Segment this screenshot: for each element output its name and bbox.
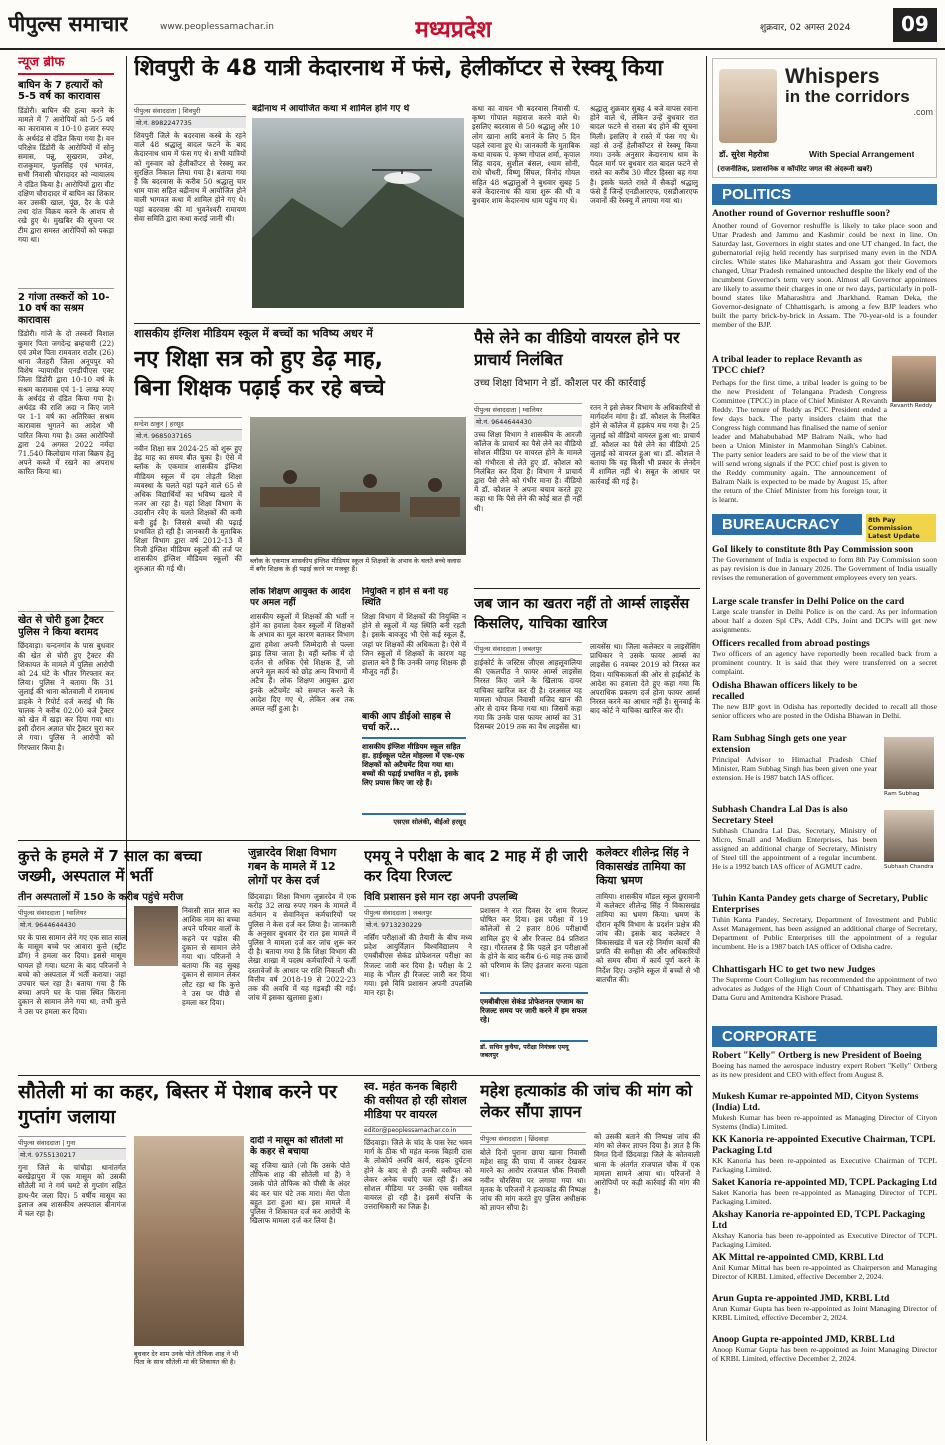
collector-body: तामिया। शासकीय मॉडल स्कूल छुरावानी में कलेक्टर शीलेन्द्र सिंह ने विकासखंड तामिया का भ्रमण किया। भ्रमण के दौरान कृषि विभाग के प्रदर्शन प्रक्षेत्र की जांच की। इसके बाद कलेक्टर ने विकासखंड में चल रहे निर्माण कार्यों की प्रगति की समीक्षा की और अधिकारियों को समय सीमा में कार्य पूर्ण करने के निर्देश दिए। उन्होंने स्कूल में बच्चों से भी बातचीत की। bbox=[596, 892, 700, 984]
whispers-logo bbox=[785, 65, 933, 143]
mahesh-body-1: बोले दिनों पुराना छापा खाना निवासी महेश साहू की पाया में जाकर देखकर मारने का आरोप राजपाल चौक निवासी नवीन चौरसिया पर लगाया गया था। मृतक के परिजनों ने हत्याकांड की निष्पक्ष जांच की मांग करते हुए पुलिस अधीक्षक को ज्ञापन सौंपा है। bbox=[480, 1148, 586, 1213]
mahesh-story bbox=[480, 1080, 700, 1440]
bureau-3-title: Officers recalled from abroad postings bbox=[712, 638, 870, 649]
date: शुक्रवार, 02 अगस्त 2024 bbox=[760, 23, 851, 33]
bureau-8-title: Chhattisgarh HC to get two new Judges bbox=[712, 964, 876, 975]
site-url: www.peoplessamachar.in bbox=[160, 22, 274, 32]
corp-5-title: Akshay Kanoria re-appointed ED, TCPL Packaging Ltd bbox=[712, 1209, 925, 1231]
whispers-header bbox=[712, 58, 937, 178]
pay-commission-badge: 8th Pay Commission Latest Update bbox=[866, 514, 936, 542]
kanak-byline: editor@peoplessamachar.co.in bbox=[364, 1126, 472, 1135]
bureau-1-title: GoI likely to constitute 8th Pay Commission soon bbox=[712, 544, 914, 555]
corp-8-title: Anoop Gupta re-appointed JMD, KRBL Ltd bbox=[712, 1334, 895, 1345]
helicopter-photo bbox=[252, 118, 464, 308]
principal-story bbox=[474, 327, 700, 585]
school-kicker: शासकीय इंग्लिश मीडियम स्कूल में बच्चों का भविष्य अधर में bbox=[134, 327, 373, 340]
lower-rule bbox=[18, 1075, 700, 1076]
bureau-1-body: The Government of India is expected to form 8th Pay Commission soon as pay revision is due in January 2026. The Government of India usually revises the remuneration of government employees every ten years. bbox=[712, 555, 937, 582]
bureau-7-title: Tuhin Kanta Pandey gets charge of Secretary, Public Enterprises bbox=[712, 893, 928, 915]
corp-4-body: Saket Kanoria has been re-appointed as Managing Director of TCPL Packaging Limited. bbox=[712, 1188, 937, 1206]
kedarnath-body-3: श्रद्धालु शुक्रवार सुबह 4 बजे वापस रवाना होने वाले थे, लेकिन उन्हें बुधवार रात बादल फटने से रास्ता बंद होने की सूचना मिली। इसलिए वे रास्ते में फंस गए थे। वहां से उन्हें हेलीकॉप्टर से रेस्क्यू किया गया। उनके अनुसार केदारनाथ धाम के पैदल मार्ग पर बुधवार रात बादल फटने से रास्ते का करीब 30 मीटर हिस्सा बह गया है। इसके चलते रास्ते में सैकड़ों श्रद्धालु फंसे हैं जिन्हें एनडीआरएफ, एसडीआरएफ जवानों की रेस्क्यू में लगाया गया था। bbox=[590, 104, 698, 206]
stepmother-subhead: दादी ने मासूम को सौतेली मां के कहर से बचाया bbox=[250, 1136, 343, 1157]
ram-subhag-photo bbox=[884, 737, 934, 789]
kedarnath-photo-caption: बद्रीनाथ में आयोजित कथा में शामिल होने गए थे bbox=[252, 104, 410, 114]
right-divider bbox=[706, 56, 707, 1441]
arms-story bbox=[474, 594, 700, 836]
kanak-story bbox=[364, 1080, 472, 1440]
dog-headline: कुत्ते के हमले में 7 साल का बच्चा जख्मी, अस्पताल में भर्ती bbox=[18, 847, 202, 885]
whispers-arrangement: With Special Arrangement bbox=[809, 149, 915, 159]
arms-byline: पीपुल्स संवाददाता | जबलपुर bbox=[474, 642, 582, 655]
bureau-7-body: Tuhin Kanta Pandey, Secretary, Department of Investment and Public Asset Management, has been assigned an additional charge of Secretary, Department of Public Enterprises till the appointment of a regular incumbent. He is a 1987 batch IAS officer of Odisha cadre. bbox=[712, 915, 937, 951]
kedarnath-body-1: शिवपुरी जिले के बदरवास कस्बे के रहने वाले 48 श्रद्धालु बादल फटने के बाद केदारनाथ धाम में फंस गए थे। सभी यात्रियों को गुरुवार को हेलीकॉप्टर से रेस्क्यू कर सुरक्षित निकाल लिया गया है। बताया गया है कि बदरवास के करीब 50 श्रद्धालु चार धाम यात्रा सहित बद्रीनाथ में आयोजित होने वाली भागवत कथा में शामिल होने गए थे। यहां बदरवास की मां भुवनेश्वरी रामायण सेवा समिति द्वारा कथा कराई जानी थी। bbox=[134, 131, 246, 223]
dog-body-1: घर के पास सामान लेने गए एक सात साल के मासूम बच्चे पर आवारा कुत्ते (स्ट्रीट डॉग) ने हमला कर दिया। इससे मासूम घायल हो गया। घटना के बाद परिजनों ने बच्चे को अस्पताल में भर्ती कराया। जहां उपचार चल रहा है। बताया गया है कि बच्चा अपने घर के पास स्थित किराना दुकान से सामान लेने गया था, तभी कुत्ते ने उस पर हमला कर दिया। bbox=[18, 933, 126, 1016]
bureau-4-title: Odisha Bhawan officers likely to be recalled bbox=[712, 680, 858, 702]
stepmother-col1 bbox=[18, 1136, 126, 1436]
principal-rule bbox=[474, 588, 700, 589]
stepmother-photo-caption: बुधवार देर शाम उनके पोते तौफिक शाह ने भी पिता के साथ सौतेली मां की शिकायत की है। bbox=[134, 1350, 239, 1366]
junnardev-headline: जुन्नारदेव शिक्षा विभाग गबन के मामले में 12 लोगों पर केस दर्ज bbox=[248, 846, 337, 887]
dog-story bbox=[18, 846, 240, 1072]
ram-subhag-label: Ram Subhag bbox=[884, 791, 920, 797]
school-subhead-3: नियुक्ति न होने से बनी यह स्थिति bbox=[362, 587, 449, 608]
school-col1 bbox=[134, 417, 242, 832]
bureau-5-body: Principal Advisor to Himachal Pradesh Chief Minister, Ram Subhag Singh has been given one year extension. He is 1987 batch IAS officer. bbox=[712, 755, 877, 782]
brief-divider bbox=[126, 56, 127, 941]
principal-mobile: मो.नं. 9644644430 bbox=[474, 416, 582, 427]
dog-col1 bbox=[18, 906, 126, 1070]
kedarnath-headline: शिवपुरी के 48 यात्री केदारनाथ में फंसे, हेलीकॉप्टर से रेस्क्यू किया bbox=[134, 56, 663, 81]
corporate-bar: CORPORATE bbox=[712, 1026, 937, 1047]
stepmother-body-1: गुना जिले के चांचौड़ा थानांतर्गत बरखेड़ापुरा में एक मासूम को उसकी सौतेली मां ने गर्म चमटे से गुप्तांग सहित हाथ-पैर जला दिए। 5 वर्षीय मासूम का इलाज अब शासकीय अस्पताल बीनागंज में चल रहा है। bbox=[18, 1163, 126, 1219]
corp-6-title: AK Mittal re-appointed CMD, KRBL Ltd bbox=[712, 1252, 884, 1263]
arms-body-2: लायसेंस था। जिला कलेक्टर व लाइसेंसिंग प्राधिकार ने उसके फायर आर्म्स का लाइसेंस 6 नवम्बर 2019 को निरस्त कर दिया। याचिकाकर्ता की ओर से हाईकोर्ट के आदेश का हवाला देते हुए कहा गया कि अपराधिक प्रकरण दर्ज होना फायर आर्म्स निरस्त करने का आधार नहीं है। सुनवाई के बाद कोर्ट ने याचिका खारिज कर दी। bbox=[590, 642, 700, 716]
result-quote-by: डॉ. सचिन कुचैया, परीक्षा नियंत्रक एमयू जबलपुर bbox=[480, 1044, 569, 1059]
brief-label: न्यूज ब्रीफ bbox=[18, 56, 114, 75]
school-story bbox=[134, 327, 466, 835]
kanak-headline: स्व. महंत कनक बिहारी की वसीयत हो रही सोशल मीडिया पर वायरल bbox=[364, 1080, 467, 1121]
school-subhead-2: लोक शिक्षण आयुक्त के आदेश पर अमल नहीं bbox=[250, 587, 351, 608]
kanak-body: छिंदवाड़ा। जिले के चांद के पास रेस्ट भवन मार्ग के ठीक भी महंत कनक बिहारी दास के लोकोर्प अवधि कार्य, सड़क दुर्घटना होने के बाद से ही उनकी वसीयत को लेकर अनेक चर्चाएं चल रही हैं। अब सोशल मीडिया पर उनकी एक वसीयत वायरल हो रही है। इसमें संपत्ति के उत्तराधिकारी का जिक्र है। bbox=[364, 1138, 472, 1212]
school-quote-by: एसएस सोलंकी, बीईओ हरसूद bbox=[393, 818, 466, 826]
dog-victim-photo bbox=[134, 906, 178, 966]
classroom-photo bbox=[250, 417, 466, 555]
junnardev-body: छिंदवाड़ा। शिक्षा विभाग जुन्नारदेव में एक करोड़ 32 लाख रुपए गबन के मामले में वर्तमान व सेवानिवृत्त कर्मचारियों पर पुलिस ने केस दर्ज कर लिया है। जानकारी के अनुसार बुधवार देर रात इस मामले में पुलिस ने मामला दर्ज कर जांच शुरू कर दी है। बताया गया है कि शिक्षा विभाग की लेखा शाखा में पदस्थ कर्मचारियों ने फर्जी दस्तावेजों के आधार पर राशि निकाली थी। वित्तीय वर्ष 2018-19 से 2022-23 तक की अवधि में यह गड़बड़ी की गई। जांच में इसका खुलासा हुआ। bbox=[248, 892, 356, 1003]
logo: पीपुल्स समाचार bbox=[8, 12, 129, 36]
school-headline-2: बिना शिक्षक पढ़ाई कर रहे बच्चे bbox=[134, 376, 385, 402]
school-quote: शासकीय इंग्लिश मीडियम स्कूल सहित हा. हाईस्कूल पटेल मोहल्ला में एक-एक शिक्षकों को अटैचमेंट दिया गया था। बच्चों की पढ़ाई प्रभावित न हो, इसके लिए प्रयास किए जा रहे हैं। bbox=[362, 737, 466, 815]
page-number-box bbox=[893, 8, 937, 42]
whispers-logo-line2: in the corridors bbox=[785, 87, 910, 106]
bureau-2-title: Large scale transfer in Delhi Police on the card bbox=[712, 596, 905, 607]
collector-story bbox=[596, 846, 700, 1072]
mahesh-headline: महेश हत्याकांड की जांच की मांग को लेकर सौंपा ज्ञापन bbox=[480, 1081, 693, 1121]
corp-7-body: Arun Kumar Gupta has been re-appointed as Joint Managing Director of KRBL Limited, effective December 2, 2024. bbox=[712, 1304, 937, 1322]
news-brief bbox=[18, 56, 114, 936]
corp-3-title: KK Kanoria re-appointed Executive Chairman, TCPL Packaging Ltd bbox=[712, 1134, 935, 1156]
school-col3 bbox=[362, 587, 466, 832]
result-story bbox=[364, 846, 588, 1072]
subhash-photo bbox=[884, 810, 934, 862]
brief-1-body: डिंडोरी। बाघिन की हत्या करने के मामले में 7 आरोपियों को 5-5 वर्ष का कारावास व 10-10 हजार रुपए के अर्थदंड से दंडित किया गया है। वन परिक्षेत्र डिंडोरी के आरोपियों में सोनू समास, पन्नू, सुखराम, उमेश, राजकुमार, फुलसिंह एवं भगवंत, सभी निवासी चौरादादर को न्यायालय ने दंडित किया है। आरोपियों द्वारा वीट दक्षिण चौरादादर में बाघिन का शिकार कर उसकी खाल, पूंछ, दैर के पंजे तथा दांत विक्रय करने के आशय से रखे हुए थे। मुखबिर की सूचना पर टीम द्वारा समस्त आरोपियों को पकड़ा गया था। bbox=[18, 105, 114, 244]
school-headline-1: नए शिक्षा सत्र को हुए डेढ़ माह, bbox=[134, 347, 383, 372]
result-col1 bbox=[364, 906, 472, 1070]
kedarnath-body-2: कथा का वाचन भी बदरवास निवासी पं. कृष्ण गोपाल महाराज करने वाले थे। इसलिए बदरवास से 50 श्रद्धालु और 10 लोग खाना आदि बनाने के लिए 5 दिन पहले रवाना हुए थे। जानकारी के मुताबिक कथा वाचक पं. कृष्ण गोपाल शर्मा, कृपाल सिंह यादव, सुशील बंसल, श्याम सोनी, राधे चौधरी, विष्णु सिंघल, विनोद गोयल सहित 48 श्रद्धालुओं ने बुधवार सुबह 5 बजे केदारनाथ की यात्रा शुरू की थी व बुधवार शाम केदारनाथ धाम पहुंच गए थे। bbox=[472, 104, 580, 206]
kedarnath-rule bbox=[134, 323, 700, 324]
brief-3-title: खेत से चोरी हुआ ट्रैक्टर पुलिस ने किया बरामद bbox=[18, 611, 114, 638]
whispers-tagline: (राजनीतिक, प्रशासनिक व कॉर्पोरेट जगत की अंदरूनी खबरें) bbox=[717, 165, 873, 173]
bureaucracy-items bbox=[712, 544, 937, 1044]
corp-1-body: Boeing has named the aerospace industry expert Robert "Kelly" Ortberg as its new president and CEO with effect from August 8. bbox=[712, 1061, 937, 1079]
junnardev-story bbox=[248, 846, 356, 1072]
kedarnath-photo-block bbox=[252, 104, 464, 316]
corp-8-body: Anoop Kumar Gupta has been re-appointed as Joint Managing Director of KRBL Limited, effective December 2, 2024. bbox=[712, 1345, 937, 1363]
corp-6-body: Anil Kumar Mittal has been re-appointed as Chairperson and Managing Director of KRBL Limited, effective December 2, 2024. bbox=[712, 1263, 937, 1281]
revanth-photo bbox=[892, 356, 936, 402]
politics-2-body: Perhaps for the first time, a tribal leader is going to be the new President of Telangana Pradesh Congress Committee (TPCC) in place of Chief Minister A Revanth Reddy. The tenure of Reddy as PCC President ended a few days back. The party insiders claim that the Congress high command has finalised the name of senior leader and Mahabubabad MP Balram Naik, who had been a Union Minister in Manmohan Singh's Cabinet. The party senior leaders are said to be of the view that it will send wrong signals if the PCC chief post is given to the Reddy community again. The announcement of Balram Naik is expected to be made by August 15, after the return of the Chief Minister from his foreign tour, it is learnt. bbox=[712, 378, 887, 504]
section-title: मध्यप्रदेश bbox=[415, 17, 492, 43]
stepmother-col2 bbox=[250, 1136, 350, 1436]
result-subhead: विवि प्रशासन इसे मान रहा अपनी उपलब्धि bbox=[364, 892, 518, 903]
corp-4-title: Saket Kanoria re-appointed MD, TCPL Packaging Ltd bbox=[712, 1177, 937, 1188]
school-body-2: शासकीय स्कूलों में शिक्षकों की भर्ती न होने का हवाला देकर स्कूलों में शिक्षकों के अभाव का मूल कारण बताकर विभाग द्वारा हमेशा अपनी जिम्मेदारी से पल्ला झाड़ लिया जाता है। वहीं ब्लॉक में दो दर्जन से अधिक ऐसे शिक्षक हैं, जो अपने मूल कार्य को छोड़ अन्य विभागों में अटैच हैं। लोक शिक्षण आयुक्त द्वारा इनके अटैचमेंट को समाप्त करने के आदेश दिए गए थे, लेकिन अब तक अमल नहीं हुआ है। bbox=[250, 612, 354, 714]
brief-2-title: 2 गांजा तस्करों को 10-10 वर्ष का सश्रम कारावास bbox=[18, 288, 114, 327]
subhash-label: Subhash Chandra bbox=[884, 864, 934, 870]
author-photo bbox=[719, 69, 777, 143]
bureau-3-body: Two officers of an agency have reportedly been recalled back from a prominent country. It is said that they were transferred on a secret complaint. bbox=[712, 649, 937, 676]
arms-col1 bbox=[474, 642, 582, 834]
principal-body-2: रतन ने इसे लेकर विभाग के अधिकारियों से मार्गदर्शन मांगा है। डॉ. कौशल के निलंबित होने से कॉलेज में हड़कंप मच गया है। 25 जुलाई को वीडियो वायरल हुआ था: प्राचार्य डॉ. कौशल का पैसे लेने का वीडियो 25 जुलाई को वायरल हुआ था। डॉ. कौशल ने बताया कि वह किसी भी प्रकार के लेनदेन में शामिल नहीं थे। सबूत के आधार पर कार्रवाई की गई है। bbox=[590, 403, 700, 486]
principal-body-1: उच्च शिक्षा विभाग ने शासकीय के आरजी कॉलेज के प्राचार्य का पैसे लेने का वीडियो सोशल मीडिया पर वायरल होने के मामले को गंभीरता से लेते हुए डॉ. कौशल को निलंबित कर दिया है। विभाग ने प्राचार्य द्वारा पैसे लेने को गंभीर माना है। वीडियो में डॉ. कौशल ने अपना बचाव करते हुए कहा था कि पैसे लेने की कोई बात ही नहीं थी। bbox=[474, 430, 582, 513]
corporate-items bbox=[712, 1050, 937, 1440]
classroom-icon bbox=[250, 417, 466, 555]
arms-body-1: हाईकोर्ट के जस्टिस जीएस आहलूवालिया की एकलपीठ ने फायर आर्म्स लाइसेंस निरस्त किए जाने के खिलाफ दायर याचिका खारिज कर दी है। दरअसल यह मामला भोपाल निवासी मजिद खान की ओर से दायर किया गया था। जिसमें कहा गया कि उनके पास फायर आर्म्स का 31 दिसम्बर 2019 तक का वैध लाइसेंस था। bbox=[474, 658, 582, 732]
mahesh-col1 bbox=[480, 1132, 586, 1436]
corp-3-body: KK Kanoria has been re-appointed as Executive Chairman of TCPL Packaging Limited. bbox=[712, 1156, 937, 1174]
corp-5-body: Akshay Kanoria has been re-appointed as Executive Director of TCPL Packaging Limited. bbox=[712, 1231, 937, 1249]
school-byline: सन्देश ठाकुर | हरसूद bbox=[134, 417, 242, 430]
kedarnath-byline: पीपुल्स संवाददाता | शिवपुरी bbox=[134, 104, 246, 117]
arms-headline: जब जान का खतरा नहीं तो आर्म्स लाइसेंस किसलिए, याचिका खारिज bbox=[474, 596, 690, 632]
dog-mobile: मो.नं. 9644644430 bbox=[18, 919, 126, 930]
school-photo-caption: ब्लॉक के एकमात्र शासकीय इंग्लिश मीडियम स्कूल में शिक्षकों के अभाव के चलते बच्चे क्लास में बगैर शिक्षक के ही पढ़ाई करने पर मजबूर हैं। bbox=[250, 557, 461, 573]
result-headline: एमयू ने परीक्षा के बाद 2 माह में ही जारी कर दिया रिजल्ट bbox=[364, 847, 588, 885]
collector-headline: कलेक्टर शीलेन्द्र सिंह ने विकासखंड तामिया का किया भ्रमण bbox=[596, 846, 689, 887]
principal-byline: पीपुल्स संवाददाता | ग्वालियर bbox=[474, 403, 582, 416]
kedarnath-mobile: मो.नं. 8982247735 bbox=[134, 117, 246, 128]
politics-bar: POLITICS bbox=[712, 184, 937, 205]
school-body-3: शिक्षा विभाग में शिक्षकों की नियुक्ति न होने से स्कूलों में यह स्थिति बनी रहती है। इसके बावजूद भी ऐसे कई स्कूल हैं, जहां पर शिक्षकों की अधिकता है। ऐसे में जिन स्कूलों में शिक्षकों के कारण यह हालात बने हैं कि उनकी जगह शिक्षक ही मौजूद नहीं हैं। bbox=[362, 612, 466, 677]
dog-body-2: निवासी सात साल का आशिक नाम का बच्चा अपने परिवार वालों के कहने पर पड़ोस की दुकान से सामान लेने गया था। परिजनों ने बताया कि वह सुबह दुकान से सामान लेकर लौट रहा था कि कुत्ते ने उस पर पीछे से हमला कर दिया। bbox=[182, 906, 240, 1008]
result-col2 bbox=[480, 906, 588, 1070]
corp-2-title: Mukesh Kumar re-appointed MD, Cityon Systems (India) Ltd. bbox=[712, 1091, 919, 1113]
revanth-photo-label: Revanth Reddy bbox=[890, 403, 933, 409]
corp-2-body: Mukesh Kumar has been re-appointed as Managing Director of Cityon Systems (India) Limited. bbox=[712, 1113, 937, 1131]
bureau-8-body: The Supreme Court Collegium has recommended the appointment of two advocates as Judges of the High Court of Chhattisgarh. They are: Bibhu Datta Guru and Amitendra Kishore Prasad. bbox=[712, 975, 937, 1002]
helicopter-icon bbox=[252, 118, 464, 308]
school-body-1: नवीन शिक्षा सत्र 2024-25 को शुरू हुए डेढ़ माह का समय बीत चुका है। ऐसे में ब्लॉक के एकमात्र शासकीय इंग्लिश मीडियम स्कूल में दम तोड़ती शिक्षा व्यवस्था के चलते यहां पढ़ने वाले 65 से अधिक विद्यार्थियों का भविष्य खतरे में नजर आ रहा है। यहां शिक्षा विभाग के उदासीन रवैए के चलते शिक्षकों की कमी बनी हुई है। जिससे बच्चों की पढ़ाई प्रभावित हो रही है। जानकारी के मुताबिक शिक्षा विभाग द्वारा वर्ष 2012-13 में निजी इंग्लिश मीडियम स्कूलों की तर्ज पर शासकीय इंग्लिश मीडियम स्कूलों की शुरुआत की गई थी। bbox=[134, 444, 242, 573]
whispers-column bbox=[712, 58, 937, 1442]
school-subhead-4: बाकी आप डीईओ साहब से चर्चा करें... bbox=[362, 712, 451, 733]
stepmother-body-2: बहू रजिया खाते (जो कि उसके पोते तौफिक शाह की सौतेली मां है) ने उसके पोते तौफिक को पीसी के अंदर बंद कर चार घंटे तक मारा। मेरा पोता बहुत डरा हुआ था। इस मामले में पुलिस ने शिकायत दर्ज कर आरोपी के खिलाफ मामला दर्ज कर लिया है। bbox=[250, 1161, 350, 1226]
dog-byline: पीपुल्स संवाददाता | ग्वालियर bbox=[18, 906, 126, 919]
result-body-2: प्रशासन ने रात दिवस देर शाम रिजल्ट घोषित कर दिया। इस परीक्षा में 19 कॉलेजों से 2 हजार 806 परीक्षार्थी शामिल हुए थे और रिजल्ट 84 प्रतिशत रहा। गौरतलब है कि पहले इन परीक्षाओं के होने के बाद करीब 6-6 माह तक छात्रों को परिणाम के लिए इंतजार करना पड़ता था। bbox=[480, 906, 588, 980]
school-col2 bbox=[250, 587, 354, 832]
brief-2-body: डिंडोरी। गांजे के दो तस्करों विशाल कुमार पिता जगदेन्द्र ब्रम्हचारी (22) एवं उमेश पिता रामवतार राठौर (26) थाना जैतहरी जिला अनूपपुर को विशेष न्यायाधीश एनडीपीएस एक्ट जिला डिंडोरी द्वारा 10-10 वर्ष के सश्रम कारावास एवं 1-1 लाख रुपए के अर्थदंड से दंडित किया गया है। अर्थदंड की राशि अदा न किए जाने पर 1-1 वर्ष का अतिरिक्त सश्रम कारावास भुगतने का आदेश भी पारित किया गया है। उक्त आरोपियों द्वारा 24 अगस्त 2022 नर्मदा 71.540 किलोग्राम गांजा बिक्रय हेतु अपने कब्जे में रखने का अपराध कारित किया था। bbox=[18, 329, 114, 477]
principal-headline: पैसे लेने का वीडियो वायरल होने पर प्राचार्य निलंबित bbox=[474, 328, 680, 369]
brief-3-body: छिंदवाड़ा। चन्दनगांव के पास बुधवार की खेत से चोरी हुए ट्रैक्टर की शिकायत के मामले में पुलिस आरोपी को 24 घंटे के भीतर गिरफ्तार कर लिया। पुलिस ने बताया कि 31 जुलाई की थाना कोतवाली में रामनाथ डाहके ने रिपोर्ट दर्ज कराई थी कि चालक ने करीब 02.00 बजे ट्रैक्टर को खेत में खड़ा कर दिया गया था। इसी दौरान अज्ञात चोर ट्रैक्टर चुरा कर ले गया। पुलिस ने आरोपी को गिरफ्तार किया है। bbox=[18, 641, 114, 752]
principal-subhead: उच्च शिक्षा विभाग ने डॉ. कौशल पर की कार्रवाई bbox=[474, 378, 646, 389]
corp-7-title: Arun Gupta re-appointed JMD, KRBL Ltd bbox=[712, 1293, 890, 1304]
result-mobile: मो.नं. 9713230229 bbox=[364, 919, 472, 930]
bureau-5-title: Ram Subhag Singh gets one year extension bbox=[712, 733, 847, 755]
school-mobile: मो.नं. 9685037165 bbox=[134, 430, 242, 441]
stepmother-headline: सौतेली मां का कहर, बिस्तर में पेशाब करने पर गुप्तांग जलाया bbox=[18, 1081, 337, 1128]
dog-subhead: तीन अस्पतालों में 150 के करीब पहुंचे मरीज bbox=[18, 892, 184, 903]
result-byline: पीपुल्स संवाददाता | जबलपुर bbox=[364, 906, 472, 919]
politics-items bbox=[712, 208, 937, 520]
page-number: 09 bbox=[901, 12, 929, 36]
result-body-1: नर्सिंग परीक्षाओं की तैयारी के बीच मध्य प्रदेश आयुर्विज्ञान विश्वविद्यालय ने एमबीबीएस सेकंड प्रोफेशनल परीक्षा का रिजल्ट जारी कर दिया है। परीक्षा के 2 माह के भीतर ही रिजल्ट जारी कर दिया गया। इसे विवि प्रशासन अपनी उपलब्धि मान रहा है। bbox=[364, 933, 472, 998]
politics-1-body: Another round of Governor reshuffle is likely to take place soon and Uttar Pradesh and Jammu and Kashmir could be next in line. On Saturday last, Governors in eight states and one UT changed. In fact, the gubernatorial rejig held recently has surprised many even in the NDA circles. While states like Maharashtra and Assam got their Governors changed, Uttar Pradesh remained untouched despite the likely end of the incumbent Governor's term very soon. Almost all Governor appointees are likely to assume their charges in one or two days, particularly in poll-bound states like Maharashtra and Jharkhand. Raman Deka, the Governor-designate of Chhattisgarh, is among a few BJP leaders who built the party brick-by-brick in Assam. The 70-year-old is a founder member of the BJP. bbox=[712, 221, 937, 329]
masthead bbox=[0, 0, 945, 50]
politics-1-title: Another round of Governor reshuffle soon? bbox=[712, 208, 891, 219]
whispers-logo-com: .com bbox=[913, 107, 933, 117]
corp-1-title: Robert "Kelly" Ortberg is new President of Boeing bbox=[712, 1050, 922, 1061]
stepmother-byline: पीपुल्स संवाददाता | गुना bbox=[18, 1136, 126, 1149]
result-quote: एमबीबीएस सेकंड प्रोफेशनल एग्जाम का रिजल्ट समय पर जारी करने में हम सफल रहे। bbox=[480, 992, 588, 1042]
mid-rule bbox=[18, 840, 700, 841]
mahesh-byline: पीपुल्स संवाददाता | छिंदवाड़ा bbox=[480, 1132, 586, 1145]
stepmother-mobile: मो.नं. 9755130217 bbox=[18, 1149, 126, 1160]
mahesh-body-2: को उसकी बताने की निष्पक्ष जांच की मांग को लेकर ज्ञापन दिया है। ज्ञात है कि विगत दिनों छिंदवाड़ा जिले के कोतवाली थाना के अंतर्गत राजपाल चौक में एक मामला सामने आया था। परिजनों ने आरोपियों पर कड़ी कार्रवाई की मांग की है। bbox=[594, 1132, 700, 1197]
whispers-author: डॉ. सुरेश मेहरोत्रा bbox=[719, 150, 769, 159]
bureau-6-body: Subhash Chandra Lal Das, Secretary, Ministry of Micro, Small and Medium Enterprises, has been assigned an additional charge of Secretary, Ministry of Steel till the appointment of a regular incumbent. He is a 1992 batch IAS officer of AGMUT cadre. bbox=[712, 826, 877, 871]
bureau-4-body: The new BJP govt in Odisha has reportedly decided to recall all those senior officers who are posted in the Odisha Bhawan in Delhi. bbox=[712, 702, 937, 720]
kedarnath-story bbox=[134, 56, 700, 322]
stepmother-story bbox=[18, 1080, 350, 1440]
whispers-logo-line1: Whispers bbox=[785, 65, 880, 88]
principal-col1 bbox=[474, 403, 582, 583]
bureau-6-title: Subhash Chandra Lal Das is also Secretary Steel bbox=[712, 804, 848, 826]
politics-2-title: A tribal leader to replace Revanth as TPCC chief? bbox=[712, 354, 862, 376]
stepmother-photo bbox=[134, 1136, 244, 1346]
brief-1-title: बाघिन के 7 हत्यारों को 5-5 वर्ष का कारावास bbox=[18, 79, 103, 103]
kedarnath-col1 bbox=[134, 104, 246, 316]
bureau-2-body: Large scale transfer in Delhi Police is on the card. As per information about half a dozen Spl CPs, Addl CPs, Joint and DCPs will get new assignments. bbox=[712, 607, 937, 634]
bureaucracy-bar: BUREAUCRACY bbox=[712, 514, 862, 535]
